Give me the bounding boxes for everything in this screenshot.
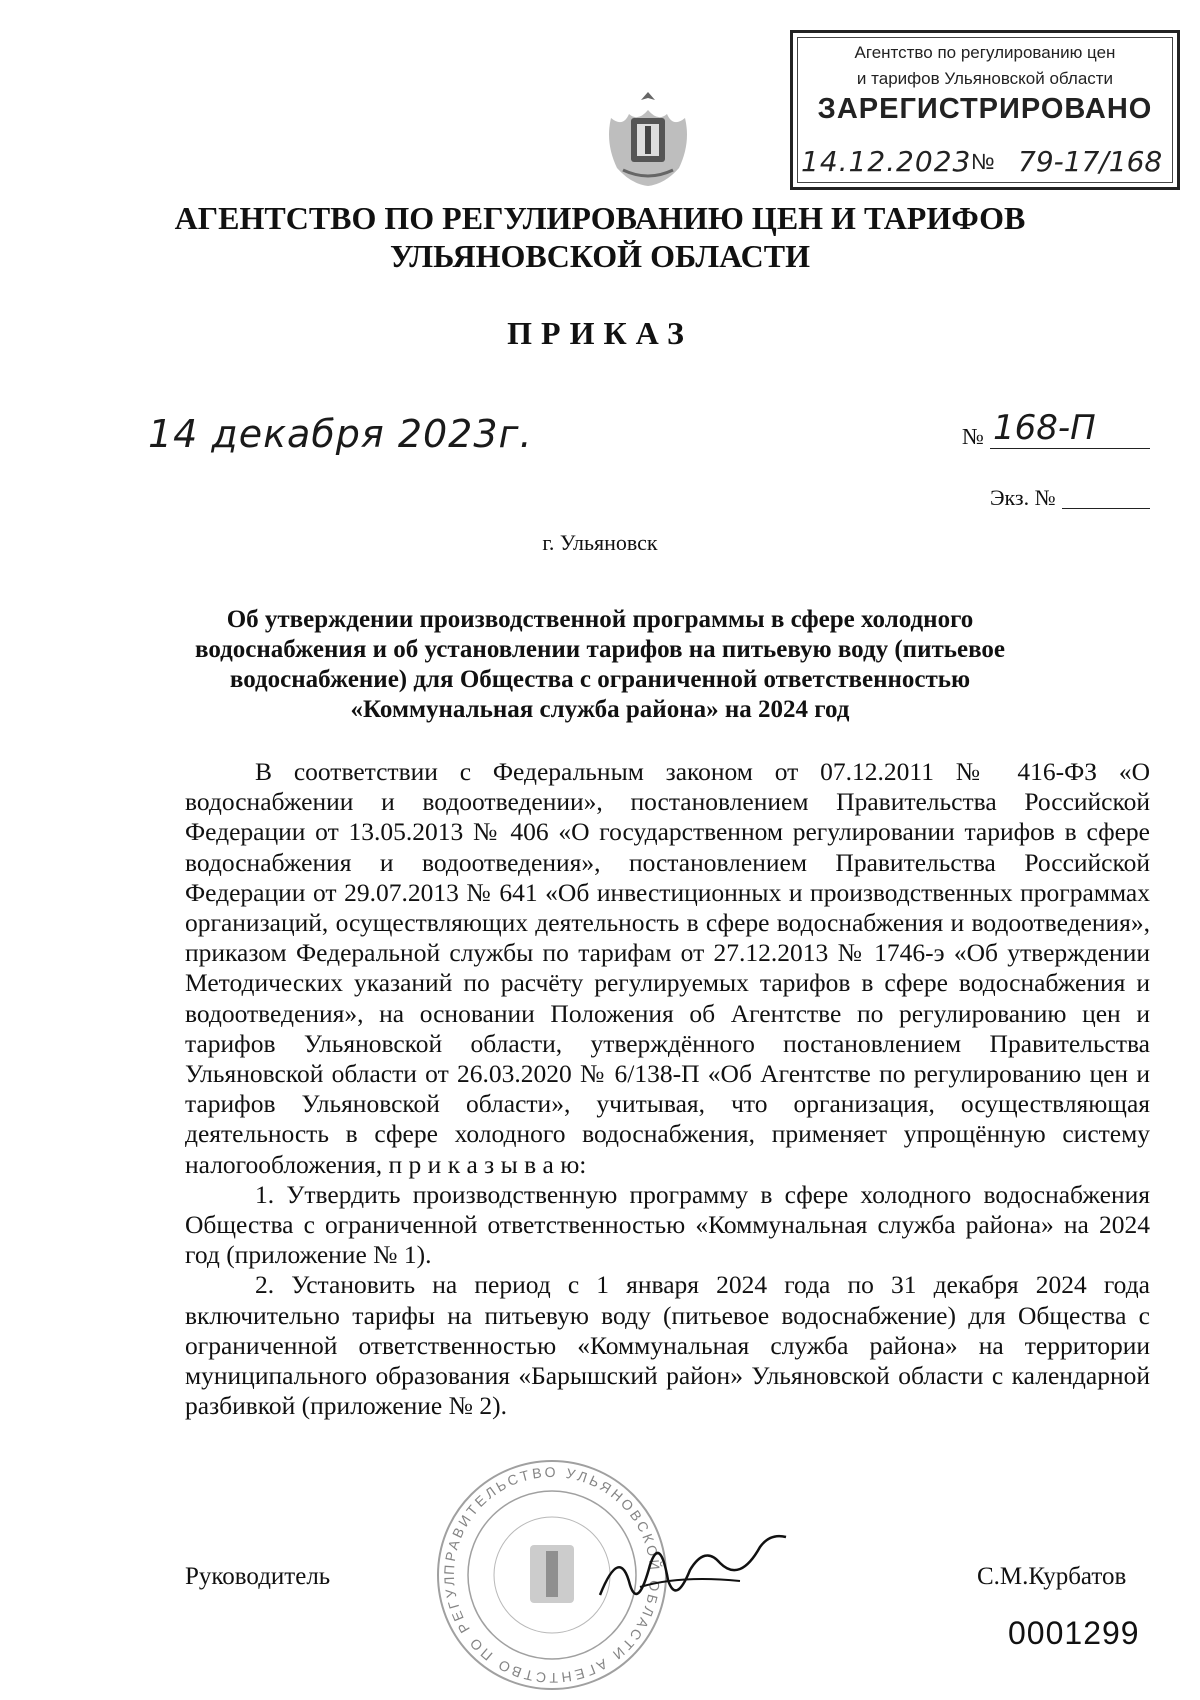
order-number: 168-П [993, 408, 1096, 448]
order-number-label: № [962, 424, 984, 449]
signatory-position: Руководитель [185, 1563, 331, 1590]
order-item-2: 2. Установить на период с 1 января 2024 года по 31 декабря 2024 года включительно тарифы на питьевую воду (питьевое водоснабжение) для Общества с ограниченной ответственностью «Коммунальная служба района» на территории муниципального образования «Барышский район» Ульяновской области с календарной разбивкой (приложение № 2). [185, 1270, 1150, 1421]
copy-number-label: Экз. № [990, 485, 1056, 510]
order-number-underline [990, 448, 1150, 449]
copy-number-underline [1062, 508, 1150, 509]
coat-of-arms-icon [603, 88, 693, 188]
stamp-agency-line2: и тарифов Ульяновской области [856, 69, 1114, 88]
org-title-line1: АГЕНТСТВО ПО РЕГУЛИРОВАНИЮ ЦЕН И ТАРИФОВ [174, 200, 1026, 236]
handwritten-signature [590, 1525, 790, 1615]
signatory-name: С.М.Курбатов [977, 1563, 1127, 1590]
org-title-line2: УЛЬЯНОВСКОЙ ОБЛАСТИ [389, 238, 811, 274]
stamp-agency-line1: Агентство по регулированию цен [854, 43, 1116, 62]
stamp-date: 14.12.2023 [801, 145, 972, 178]
serial-number: 0001299 [1008, 1615, 1140, 1651]
order-subject: Об утверждении производственной программы в сфере холодного водоснабжения и об установлении тарифов на питьевую воду (питьевое водоснабжение) для Общества с ограниченной ответственностью «Коммунальная служба района» на 2024 год [194, 606, 1005, 723]
stamp-number-label: № [971, 149, 995, 174]
order-date: 14 декабря 2023г. [148, 412, 533, 456]
stamp-number: 79-17/168 [1018, 145, 1163, 178]
preamble-paragraph: В соответствии с Федеральным законом от 07.12.2011 № 416-ФЗ «О водоснабжении и водоотведении», постановлением Правительства Российской Федерации от 13.05.2013 № 406 «О государственном регулировании тарифов в сфере водоснабжения и водоотведения», постановлением Правительства Российской Федерации от 29.07.2013 № 641 «Об инвестиционных и производственных программах организаций, осуществляющих деятельность в сфере водоснабжения и водоотведения», приказом Федеральной службы по тарифам от 27.12.2013 № 1746-э «Об утверждении Методических указаний по расчёту регулируемых тарифов в сфере водоснабжения и водоотведения», на основании Положения об Агентстве по регулированию цен и тарифов Ульяновской области, утверждённого постановлением Правительства Ульяновской области от 26.03.2020 № 6/138-П «Об Агентстве по регулированию цен и тарифов Ульяновской области», учитывая, что организация, осуществляющая деятельность в сфере холодного водоснабжения, применяет упрощённую систему налогообложения, п р и к а з ы в а ю: [185, 757, 1150, 1179]
registration-stamp [790, 30, 1180, 190]
document-type-title: ПРИКАЗ [507, 315, 693, 351]
order-body [185, 757, 1150, 1421]
stamp-registered-label: ЗАРЕГИСТРИРОВАНО [817, 93, 1153, 125]
city: г. Ульяновск [542, 530, 658, 555]
seal-text: ПРАВИТЕЛЬСТВО УЛЬЯНОВСКОЙ ОБЛАСТИ АГЕНТСТВО ПО РЕГУЛ [440, 1463, 664, 1687]
order-item-1: 1. Утвердить производственную программу в сфере холодного водоснабжения Общества с ограниченной ответственностью «Коммунальная служба района» на 2024 год (приложение № 1). [185, 1179, 1150, 1270]
